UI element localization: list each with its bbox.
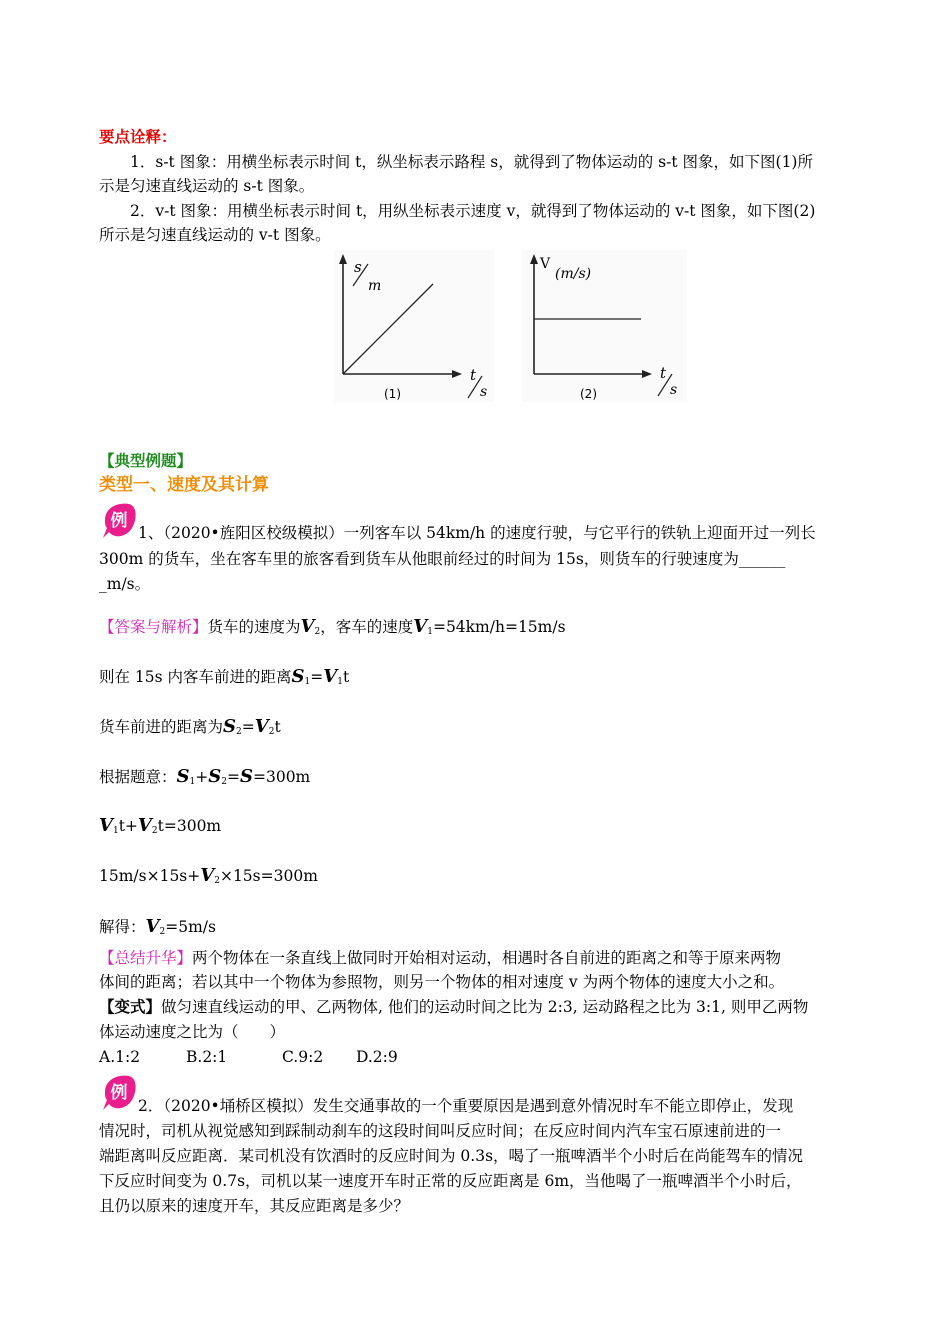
vt-y-label: V [540,256,551,272]
item2-line2: 所示是匀速直线运动的 v-t 图象。 [99,226,331,244]
answer-line7: 解得：$V_2=5m/s$ [99,916,216,937]
section-title: 【典型例题】 [99,451,193,470]
example1-line3: _m/s。 [99,575,151,593]
item1-line2: 示是匀速直线运动的 s-t 图象。 [99,177,315,195]
variant-line1: 【变式】做匀速直线运动的甲、乙两物体, 他们的运动时间之比为 2:3, 运动路程之比为 3:1, 则甲乙两物 [99,997,809,1016]
answer-line6: $15m/s\times 15s+V_2\times 15s=300m$ [99,865,318,886]
summary-tag: 【总结升华】 [99,949,193,967]
item2-line1: 2．v-t 图象：用横坐标表示时间 t，用纵坐标表示速度 v，就得到了物体运动的 v-t 图象，如下图(2) [130,202,816,220]
summary-line1: 【总结升华】两个物体在一条直线上做同时开始相对运动，相遇时各自前进的距离之和等于原来两物 [99,949,782,967]
example2-line4: 下反应时间变为 0.7s，司机以某一速度开车时正常的反应距离是 6m，当他喝了一瓶啤酒半个小时后， [99,1172,802,1190]
st-caption: (1) [384,387,401,401]
badge-text: 例 [110,1083,128,1103]
option-d: D.2:9 [356,1048,398,1066]
example2-line5: 且仍以原来的速度开车，其反应距离是多少？ [99,1197,410,1215]
key-points-heading: 要点诠释： [99,127,177,146]
vt-x-label-s: s [670,382,678,398]
vt-caption: (2) [580,387,597,401]
answer-line5: $V_1t+V_2t=300m$ [99,815,222,836]
option-c: C.9:2 [282,1048,324,1066]
st-x-label-t: t [470,366,477,384]
option-a: A.1:2 [99,1048,141,1066]
example-badge-1 [99,500,139,540]
answer-tag: 【答案与解析】 [99,618,208,636]
summary-line2: 体间的距离；若以其中一个物体为参照物，则另一个物体的相对速度 v 为两个物体的速度大小之和。 [99,973,785,991]
st-x-label-s: s [480,384,488,400]
answer-line4: 根据题意：$S_1+S_2=S=300m$ [99,766,311,787]
type1-title: 类型一、速度及其计算 [99,475,269,495]
example2-line2: 情况时，司机从视觉感知到踩制动刹车的这段时间叫反应时间；在反应时间内汽车宝石原速前进的一 [99,1122,782,1140]
example-badge-2 [99,1072,139,1112]
answer-line2: 则在 15s 内客车前进的距离$S_1=V_1t$ [99,666,350,687]
variant-line2: 体运动速度之比为（ ） [99,1023,286,1041]
answer-line1: 【答案与解析】货车的速度为$V_2$，客车的速度$V_1=54km/h=15m/s$ [99,616,566,637]
example2-line1: 2．（2020•埇桥区模拟）发生交通事故的一个重要原因是遇到意外情况时车不能立即停止，发现 [138,1097,794,1115]
item1-line1: 1．s-t 图象：用横坐标表示时间 t，纵坐标表示路程 s，就得到了物体运动的 s-t 图象，如下图(1)所 [130,153,813,171]
vt-y-unit: (m/s) [555,266,592,282]
vt-x-label-t: t [660,364,667,382]
st-y-label-s: s [354,258,362,276]
example1-line1: 1、（2020•旌阳区校级模拟）一列客车以 54km/h 的速度行驶，与它平行的铁轨上迎面开过一列长 [138,524,816,542]
variant-options [99,1046,398,1068]
st-graph-figure [334,250,494,402]
variant-tag: 【变式】 [99,997,162,1016]
st-y-label-m: m [368,278,382,294]
example1-line2: 300m 的货车，坐在客车里的旅客看到货车从他眼前经过的时间为 15s，则货车的行驶速度为______ [99,550,786,568]
badge-text: 例 [110,511,128,531]
vt-graph-figure [522,250,687,402]
option-b: B.2:1 [186,1048,228,1066]
answer-line3: 货车前进的距离为$S_2=V_2t$ [99,716,281,737]
example2-line3: 端距离叫反应距离．某司机没有饮酒时的反应时间为 0.3s，喝了一瓶啤酒半个小时后在尚能驾车的情况 [99,1147,804,1165]
